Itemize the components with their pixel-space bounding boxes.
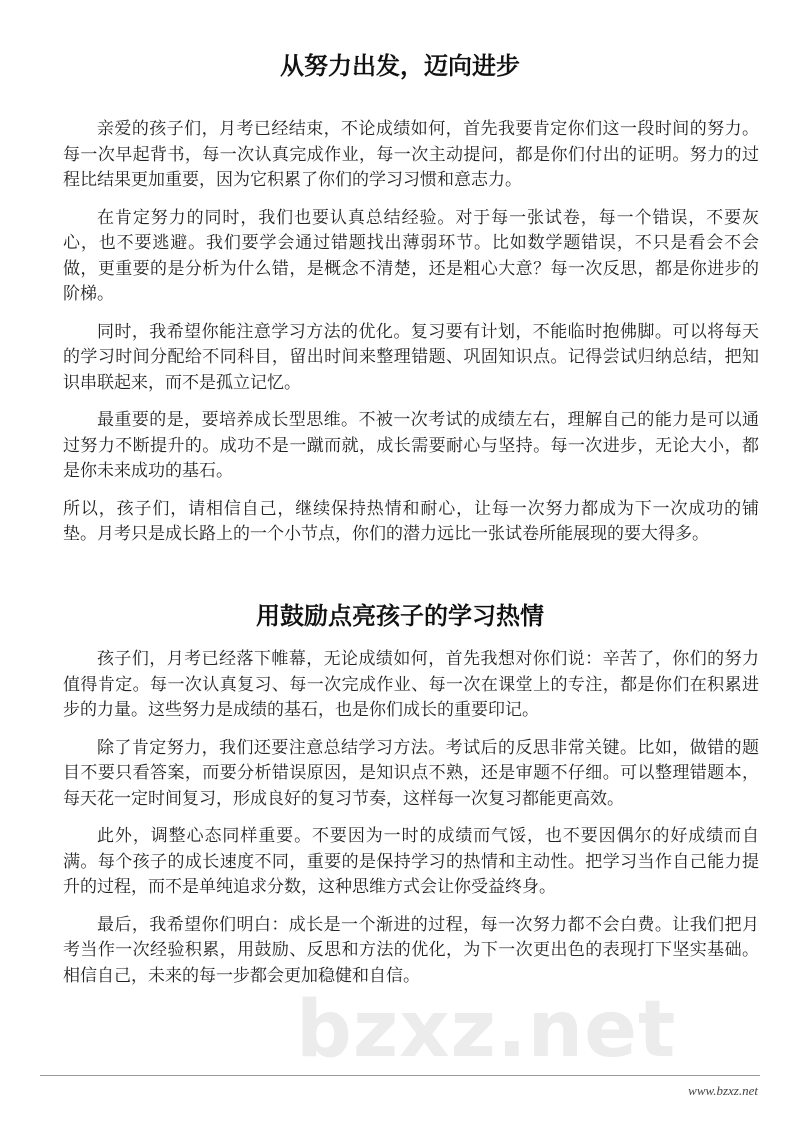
section-1-title: 从努力出发，迈向进步 [280, 51, 520, 80]
paragraph: 孩子们，月考已经落下帷幕，无论成绩如何，首先我想对你们说：辛苦了，你们的努力值得肯定。每一次认真复习、每一次完成作业、每一次在课堂上的专注，都是你们在积累进步的力量。这些努力是成绩的基石，也是你们成长的重要印记。 [63, 649, 759, 720]
footer-divider [40, 1075, 760, 1076]
paragraph: 同时，我希望你能注意学习方法的优化。复习要有计划，不能临时抱佛脚。可以将每天的学习时间分配给不同科目，留出时间来整理错题、巩固知识点。记得尝试归纳总结，把知识串联起来，而不是孤立记忆。 [63, 321, 759, 393]
footer-url: www.bzxz.net [688, 1083, 758, 1098]
section-2-body [63, 647, 759, 1001]
paragraph: 在肯定努力的同时，我们也要认真总结经验。对于每一张试卷，每一个错误，不要灰心，也不要逃避。我们要学会通过错题找出薄弱环节。比如数学题错误，不只是看会不会做，更重要的是分析为什么错，是概念不清楚，还是粗心大意？每一次反思，都是你进步的阶梯。 [63, 207, 759, 304]
section-2-title: 用鼓励点亮孩子的学习热情 [256, 601, 544, 630]
paragraph: 所以，孩子们，请相信自己，继续保持热情和耐心，让每一次努力都成为下一次成功的铺垫。月考只是成长路上的一个小节点，你们的潜力远比一张试卷所能展现的要大得多。 [63, 498, 759, 544]
section-1-body [63, 117, 759, 560]
paragraph: 最后，我希望你们明白：成长是一个渐进的过程，每一次努力都不会白费。让我们把月考当作一次经验积累，用鼓励、反思和方法的优化，为下一次更出色的表现打下坚实基础。相信自己，未来的每一步都会更加稳健和自信。 [63, 914, 759, 986]
paragraph: 最重要的是，要培养成长型思维。不被一次考试的成绩左右，理解自己的能力是可以通过努力不断提升的。成功不是一蹴而就，成长需要耐心与坚持。每一次进步，无论大小，都是你未来成功的基石。 [63, 410, 759, 481]
paragraph: 此外，调整心态同样重要。不要因为一时的成绩而气馁，也不要因偶尔的好成绩而自满。每个孩子的成长速度不同，重要的是保持学习的热情和主动性。把学习当作自己能力提升的过程，而不是单纯追求分数，这种思维方式会让你受益终身。 [63, 826, 759, 897]
paragraph: 亲爱的孩子们，月考已经结束，不论成绩如何，首先我要肯定你们这一段时间的努力。每一次早起背书，每一次认真完成作业，每一次主动提问，都是你们付出的证明。努力的过程比结果更加重要，因为它积累了你们的学习习惯和意志力。 [63, 119, 759, 190]
watermark: bzxz.net [296, 985, 677, 1075]
paragraph: 除了肯定努力，我们还要注意总结学习方法。考试后的反思非常关键。比如，做错的题目不要只看答案，而要分析错误原因，是知识点不熟，还是审题不仔细。可以整理错题本，每天花一定时间复习，形成良好的复习节奏，这样每一次复习都能更高效。 [63, 737, 759, 809]
